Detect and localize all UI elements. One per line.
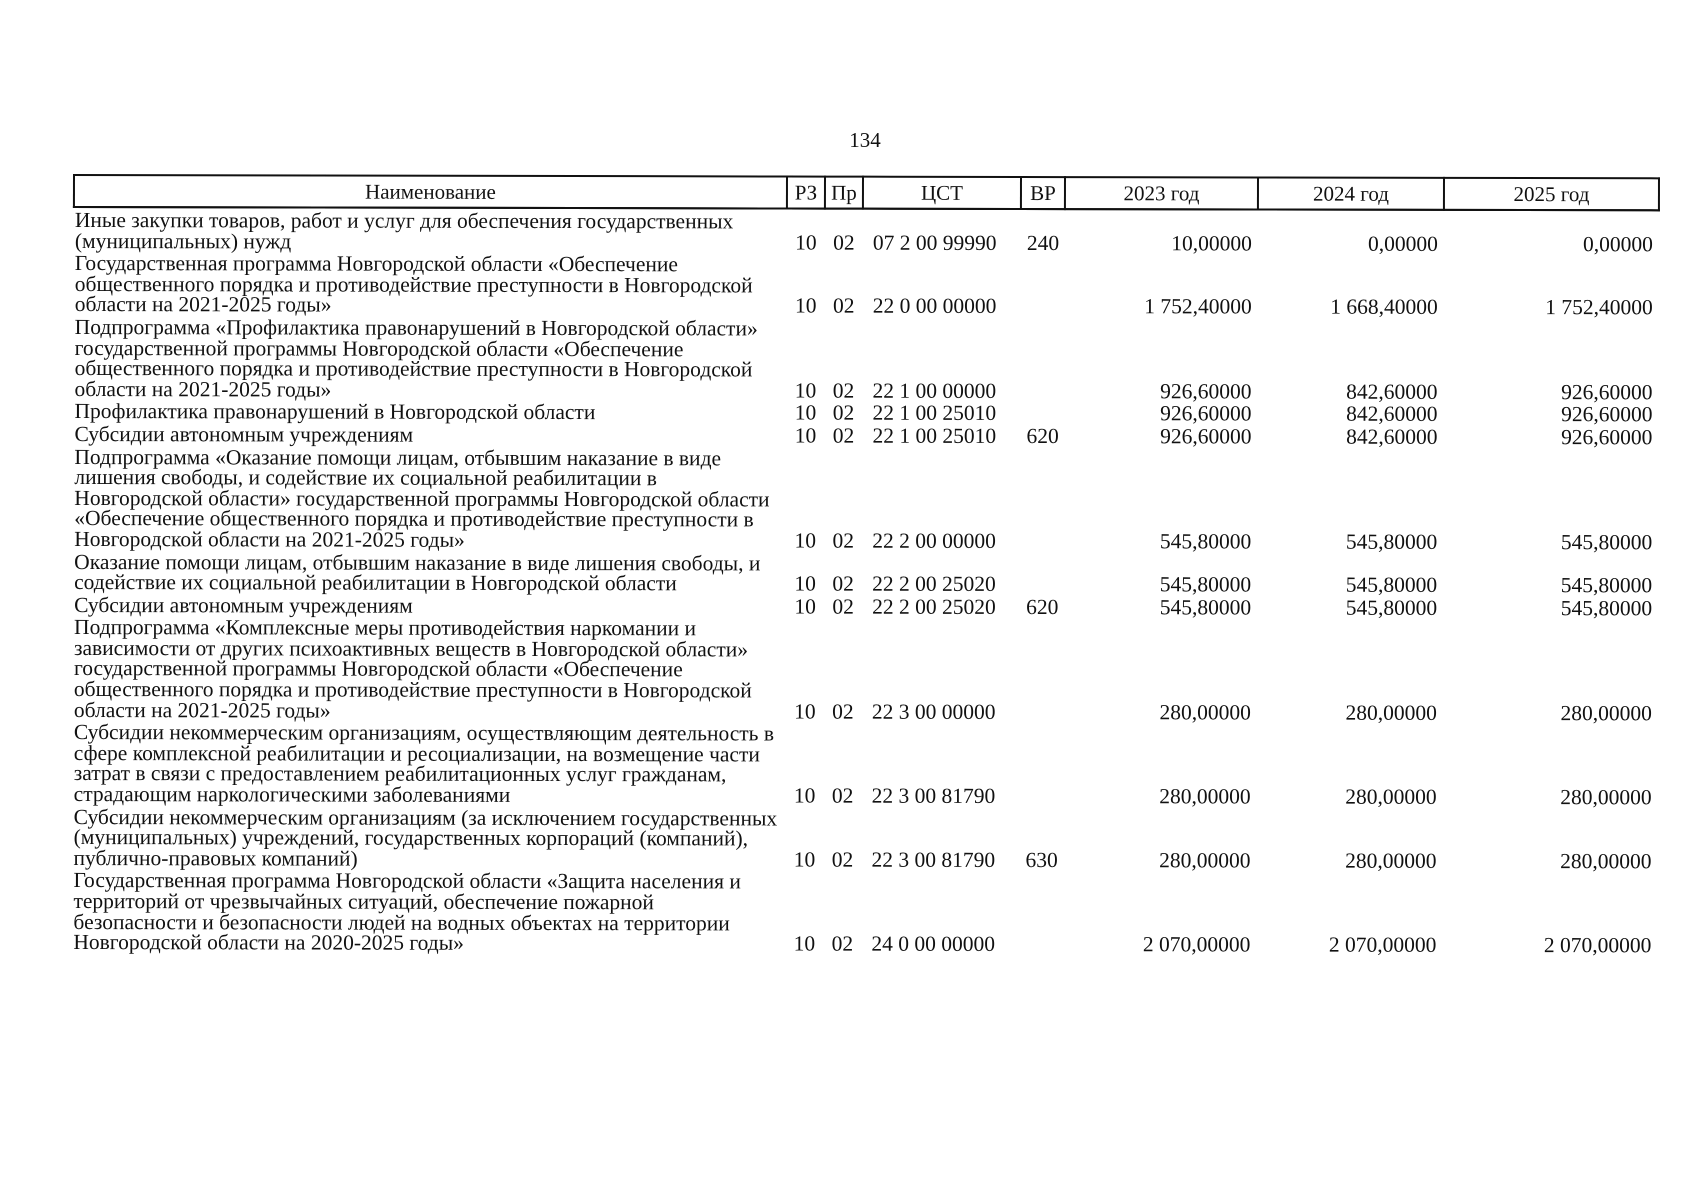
cell-pr: 02: [832, 571, 854, 596]
cell-2024: 280,00000: [1345, 784, 1437, 809]
cell-name: Субсидии автономным учреждениям: [74, 592, 413, 618]
cell-2024: 2 070,00000: [1328, 932, 1437, 958]
cell-cst: 22 3 00 00000: [871, 699, 996, 724]
cell-2025: 1 752,40000: [1545, 295, 1653, 320]
table-row: [74, 251, 1659, 318]
cell-vr: 240: [1026, 230, 1060, 255]
header-cst: ЦСТ: [863, 177, 1021, 209]
cell-2025: 280,00000: [1560, 848, 1652, 874]
table-row: [74, 207, 1659, 255]
cell-pr: 02: [832, 528, 855, 553]
cell-pr: 02: [832, 594, 854, 619]
cell-vr: 630: [1025, 847, 1058, 872]
cell-2025: 926,60000: [1561, 379, 1653, 405]
cell-2025: 545,80000: [1560, 530, 1653, 555]
cell-pr: 02: [832, 400, 855, 425]
cell-2025: 545,80000: [1560, 573, 1653, 598]
table-row: [74, 315, 1659, 403]
cell-rz: 10: [794, 699, 816, 724]
cell-pr: 02: [831, 847, 854, 872]
cell-2024: 280,00000: [1345, 848, 1437, 873]
budget-table: [71, 174, 1660, 956]
cell-name: Подпрограмма «Профилактика правонарушений в Новгородской области» государственной программы Новгородской области «Обеспечение общественного порядка и противодействие преступности в Новгородской области на 2021-2025 годы»: [74, 314, 758, 402]
cell-name: Подпрограмма «Оказание помощи лицам, отбывшим наказание в виде лишения свободы, и содействие их социальной реабилитации в Новгородской области» государственной программы Новгородской области «Обеспечение общественного порядка и противодействие преступности в Новгородской области на 2021-2025 годы»: [74, 444, 770, 552]
page-number: 134: [849, 128, 881, 152]
cell-2023: 926,60000: [1160, 401, 1252, 426]
cell-vr: [1020, 401, 1064, 424]
header-vr: ВР: [1021, 177, 1065, 209]
cell-2023: 2 070,00000: [1142, 932, 1251, 957]
cell-2025: 545,80000: [1560, 595, 1653, 620]
cell-name: Иные закупки товаров, работ и услуг для обеспечения государственных (муниципальных) нужд: [74, 208, 734, 254]
cell-name: Субсидии некоммерческим организациям (за исключением государственных (муниципальных) учреждений, государственных корпораций (компаний), публично-правовых компаний): [73, 804, 778, 871]
cell-2023: 280,00000: [1159, 784, 1251, 809]
table-row: [73, 805, 1658, 872]
table-row: [72, 868, 1657, 956]
cell-pr: 02: [831, 931, 854, 956]
cell-pr: 02: [832, 293, 855, 319]
cell-2023: 545,80000: [1159, 572, 1252, 597]
cell-name: Субсидии автономным учреждениям: [74, 421, 414, 447]
cell-rz: 10: [794, 571, 816, 596]
cell-2024: 842,60000: [1346, 379, 1438, 404]
cell-2024: 842,60000: [1346, 402, 1438, 427]
cell-2025: 926,60000: [1561, 402, 1653, 427]
header-2025: 2025 год: [1444, 178, 1659, 210]
table-row: [73, 550, 1658, 597]
cell-2025: 280,00000: [1560, 785, 1652, 810]
header-name: Наименование: [74, 175, 787, 208]
cell-rz: 10: [794, 378, 817, 403]
cell-cst: 22 2 00 00000: [872, 528, 996, 553]
cell-cst: 22 0 00 00000: [872, 294, 997, 319]
cell-rz: 10: [793, 847, 816, 872]
cell-name: Субсидии некоммерческим организациям, осуществляющим деятельность в сфере комплексной реабилитации и ресоциализации, на возмещение части затрат в связи с предоставлением реабилитационных услуг гражданам, страдающим наркологическими заболеваниями: [73, 720, 775, 807]
table-row: [73, 445, 1658, 553]
cell-2023: 280,00000: [1159, 699, 1251, 725]
header-2023: 2023 год: [1065, 177, 1258, 209]
cell-cst: 22 2 00 25020: [872, 571, 996, 597]
cell-name: Подпрограмма «Комплексные меры противодействия наркомании и зависимости от других психоактивных веществ в Новгородской области» государственной программы Новгородской области «Обеспечение общественного порядка и противодействие преступности в Новгородской области на 2021-2025 годы»: [73, 615, 752, 723]
table-row: [73, 422, 1658, 448]
cell-2025: 0,00000: [1582, 231, 1653, 256]
cell-vr: [1021, 253, 1065, 317]
cell-2025: 280,00000: [1560, 700, 1652, 725]
cell-2024: 1 668,40000: [1330, 295, 1438, 320]
cell-rz: 10: [793, 783, 816, 808]
cell-cst: 22 1 00 00000: [872, 378, 997, 403]
cell-rz: 10: [794, 594, 816, 619]
cell-pr: 02: [832, 423, 855, 448]
cell-2024: 280,00000: [1345, 700, 1437, 725]
cell-cst: 22 1 00 25010: [872, 423, 997, 448]
cell-cst: 22 2 00 25020: [872, 594, 996, 619]
cell-vr: 620: [1026, 594, 1059, 619]
cell-2023: 545,80000: [1159, 529, 1252, 554]
cell-2024: 545,80000: [1345, 529, 1438, 554]
cell-2025: 926,60000: [1561, 425, 1653, 450]
cell-vr: 620: [1026, 423, 1059, 449]
header-rz: РЗ: [787, 176, 825, 208]
cell-2023: 280,00000: [1159, 848, 1251, 873]
cell-vr: [1021, 317, 1065, 401]
cell-vr: [1019, 870, 1063, 954]
cell-pr: 02: [832, 699, 854, 724]
cell-vr: [1020, 447, 1064, 552]
cell-vr: [1020, 617, 1064, 722]
cell-name: Профилактика правонарушений в Новгородской области: [74, 399, 596, 425]
cell-2025: 2 070,00000: [1543, 933, 1652, 958]
cell-rz: 10: [793, 931, 816, 956]
cell-rz: 10: [795, 230, 817, 255]
cell-2023: 10,00000: [1171, 230, 1252, 256]
cell-name: Государственная программа Новгородской области «Обеспечение общественного порядка и противодействие преступности в Новгородской области на 2021-2025 годы»: [74, 251, 753, 317]
cell-2023: 926,60000: [1160, 424, 1252, 449]
cell-vr: [1020, 722, 1064, 806]
cell-pr: 02: [832, 378, 855, 403]
table-header-row: [74, 175, 1659, 210]
cell-rz: 10: [794, 293, 817, 318]
cell-name: Государственная программа Новгородской области «Защита населения и территорий от чрезвычайных ситуаций, обеспечение пожарной безопасности и безопасности людей на водных объектах на территории Новгородской области на 2020-2025 годы»: [73, 868, 741, 956]
cell-rz: 10: [794, 423, 817, 448]
cell-cst: 07 2 00 99990: [872, 230, 997, 255]
cell-pr: 02: [831, 783, 854, 808]
table-row: [73, 615, 1658, 723]
table-row: [73, 593, 1658, 619]
table-row: [73, 399, 1658, 425]
cell-rz: 10: [794, 528, 817, 553]
table-body: [72, 207, 1659, 956]
cell-name: Оказание помощи лицам, отбывшим наказание в виде лишения свободы, и содействие их социальной реабилитации в Новгородской области: [74, 549, 761, 596]
cell-2024: 545,80000: [1345, 595, 1438, 620]
cell-cst: 22 3 00 81790: [871, 783, 996, 808]
cell-2024: 545,80000: [1345, 572, 1438, 597]
cell-cst: 22 1 00 25010: [872, 401, 997, 426]
cell-cst: 24 0 00 00000: [871, 931, 996, 957]
table-row: [73, 720, 1658, 808]
cell-rz: 10: [794, 400, 817, 425]
header-pr: Пр: [825, 177, 863, 209]
cell-2023: 545,80000: [1159, 594, 1252, 620]
cell-2024: 0,00000: [1367, 231, 1438, 256]
header-2024: 2024 год: [1258, 177, 1444, 209]
cell-2023: 1 752,40000: [1144, 294, 1252, 319]
cell-2024: 842,60000: [1346, 424, 1438, 449]
cell-cst: 22 3 00 81790: [871, 847, 996, 872]
cell-vr: [1020, 551, 1064, 594]
cell-pr: 02: [833, 230, 855, 255]
cell-2023: 926,60000: [1160, 379, 1252, 404]
